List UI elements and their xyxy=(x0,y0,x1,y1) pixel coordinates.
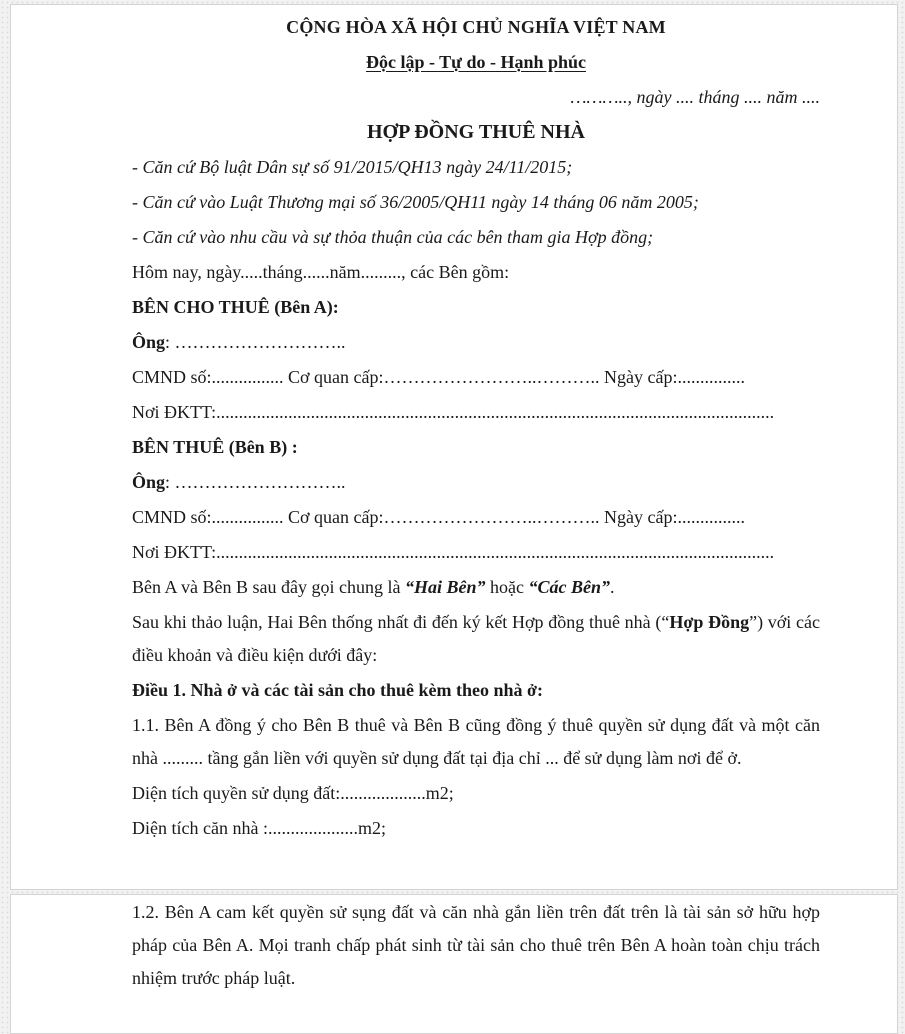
clause-1-2-paragraph: 1.2. Bên A cam kết quyền sử sụng đất và căn nhà gắn liền trên đất trên là tài sản sở hữu hợp pháp của Bên A. Mọi tranh chấp phát sinh từ tài sản cho thuê trên Bên A hoàn toàn chịu trách nhiệm trước pháp luật. xyxy=(132,902,820,988)
negotiation-prefix: Sau khi thảo luận, Hai Bên thống nhất đi đến ký kết Hợp đồng thuê nhà (“ xyxy=(132,612,670,632)
page-2 xyxy=(10,894,898,1034)
contract-title: HỢP ĐỒNG THUÊ NHÀ xyxy=(367,121,585,143)
page-2-content xyxy=(11,895,897,995)
joint-reference-prefix: Bên A và Bên B sau đây gọi chung là xyxy=(132,577,405,597)
legal-basis-line-3: - Căn cứ vào nhu cầu và sự thỏa thuận của các bên tham gia Hợp đồng; xyxy=(132,227,654,247)
land-area-line: Diện tích quyền sử dụng đất:...................m2; xyxy=(132,783,454,803)
national-motto xyxy=(132,46,820,79)
legal-basis-line-2: - Căn cứ vào Luật Thương mại số 36/2005/QH11 ngày 14 tháng 06 năm 2005; xyxy=(132,192,699,212)
party-b-heading: BÊN THUÊ (Bên B) : xyxy=(132,437,298,457)
house-area-line: Diện tích căn nhà :....................m2; xyxy=(132,818,386,838)
party-a-heading: BÊN CHO THUÊ (Bên A): xyxy=(132,297,339,317)
negotiation-bold-term: Hợp Đồng xyxy=(669,612,750,632)
place-date-line: ……….., ngày .... tháng .... năm .... xyxy=(570,87,820,107)
party-b-name-blank: : ……………………….. xyxy=(165,472,346,492)
party-a-name-blank: : ……………………….. xyxy=(165,332,346,352)
party-a-id-line: CMND số:................ Cơ quan cấp:……………………..……….. Ngày cấp:............... xyxy=(132,367,745,387)
page-1 xyxy=(10,4,898,890)
party-a-name-line xyxy=(132,326,820,359)
negotiation-suffix: ”) với các điều khoản và điều kiện dưới đây: xyxy=(132,612,820,665)
article-1-heading: Điều 1. Nhà ở và các tài sản cho thuê kèm theo nhà ở: xyxy=(132,680,543,700)
opening-line: Hôm nay, ngày.....tháng......năm........., các Bên gồm: xyxy=(132,262,510,282)
party-b-name-label: Ông xyxy=(132,472,166,492)
party-a-name-label: Ông xyxy=(132,332,166,352)
joint-reference-line xyxy=(132,571,820,604)
negotiation-paragraph xyxy=(132,606,820,672)
legal-basis-line-1: - Căn cứ Bộ luật Dân sự số 91/2015/QH13 ngày 24/11/2015; xyxy=(132,157,573,177)
clause-1-1-paragraph: 1.1. Bên A đồng ý cho Bên B thuê và Bên B cũng đồng ý thuê quyền sử dụng đất và một căn nhà ......... tầng gắn liền với quyền sử dụng đất tại địa chỉ ... để sử dụng làm nơi để ở. xyxy=(132,715,820,768)
page-1-content xyxy=(11,5,897,845)
joint-reference-term-cac-ben: “Các Bên” xyxy=(528,577,610,597)
party-a-residence-line: Nơi ĐKTT:............................................................................................................................ xyxy=(132,402,775,422)
joint-reference-middle: hoặc xyxy=(485,577,529,597)
party-b-id-line: CMND số:................ Cơ quan cấp:……………………..……….. Ngày cấp:............... xyxy=(132,507,745,527)
party-b-name-line xyxy=(132,466,820,499)
national-motto-text: Độc lập - Tự do - Hạnh phúc xyxy=(365,52,587,72)
joint-reference-term-hai-ben: “Hai Bên” xyxy=(404,577,486,597)
party-b-residence-line: Nơi ĐKTT:............................................................................................................................ xyxy=(132,542,775,562)
joint-reference-suffix: . xyxy=(609,577,615,597)
national-header: CỘNG HÒA XÃ HỘI CHỦ NGHĨA VIỆT NAM xyxy=(286,17,666,37)
